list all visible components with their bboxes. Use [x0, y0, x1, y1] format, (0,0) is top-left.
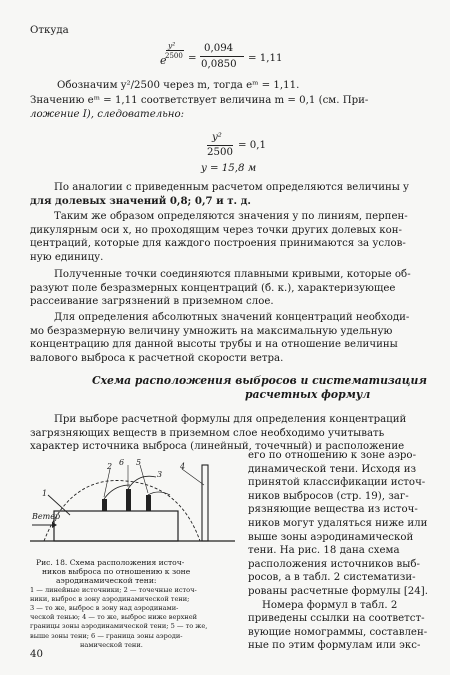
leader-4 [182, 469, 204, 485]
para-absolute [30, 311, 410, 365]
eq1-eq-sign: = [188, 53, 197, 64]
para-line: Таким же образом определяются значения y по линиям, перпен- [54, 211, 408, 222]
para-line: Полученные точки соединяются плавными кривыми, которые об- [54, 269, 411, 280]
para-line: Для определения абсолютных значений концентраций необходи- [54, 312, 410, 323]
caption-line: намической тени. [80, 640, 143, 649]
caption-line: ников выброса по отношению к зоне [42, 567, 191, 577]
para-line: загрязняющих веществ в приземном слое необходимо учитывать [30, 427, 385, 439]
para-formula-choice [30, 413, 407, 454]
para-line: характер источника выброса (линейный, точечный) и расположение [30, 441, 405, 453]
leader-5 [140, 465, 148, 493]
column-line: ников могут удаляться ниже или [248, 517, 428, 529]
caption-line: границы зоны аэродинамической тени; 5 — то же, [30, 622, 208, 631]
column-line: ников выбросов (стр. 19), заг- [248, 490, 409, 502]
para-line: По аналогии с приведенным расчетом определяются величины y [54, 182, 409, 193]
column-line: тени. На рис. 18 дана схема [248, 545, 400, 557]
column-line: вующие номограммы, составлен- [248, 626, 428, 638]
eq1-frac-bar [200, 56, 244, 57]
column-line: выше зоны аэродинамической [248, 531, 414, 543]
column-line: росов, а в табл. 2 систематизи- [248, 572, 416, 584]
word-otkuda: Откуда [30, 25, 69, 36]
figure-18-diagram [30, 455, 240, 555]
caption-line: ческой тенью; 4 — то же, выброс ниже верхней [30, 613, 197, 622]
eq2-rhs: = 0,1 [238, 140, 266, 151]
wind-label: Ветер [32, 512, 61, 521]
caption-line: ники, выброс в зону аэродинамической тени; [30, 594, 190, 603]
para-line: разуют поле безразмерных концентраций (б. к.), характеризующее [30, 282, 396, 294]
para-points [30, 268, 411, 309]
figure-label-3: 3 [157, 470, 163, 479]
caption-line: 1 — линейные источники; 2 — точечные источ- [30, 585, 197, 594]
column-line: приведены ссылки на соответст- [248, 613, 425, 625]
page-number: 40 [30, 649, 43, 660]
para-line: валового выброса к расчетной скорости ветра. [30, 352, 284, 364]
para-notation: Обозначим y²/2500 через m, тогда eᵐ = 1,11. [57, 80, 300, 91]
column-line: ные по этим формулам или экс- [248, 640, 421, 652]
para-line: ложение I), следовательно: [30, 108, 185, 120]
para-line: дикулярным оси x, но проходящим через точки других долевых кон- [30, 224, 402, 236]
figure-label-2: 2 [107, 462, 113, 471]
stack-2 [102, 499, 107, 511]
para-line: рассеивание загрязнений в приземном слое. [30, 296, 274, 308]
eq1-exp-num: y² [168, 41, 176, 50]
eq1-base: e [160, 54, 167, 67]
plume-4 [148, 492, 170, 495]
para-analogy [30, 181, 409, 208]
para-line: для долевых значений 0,8; 0,7 и т. д. [30, 194, 251, 207]
para-line: мо безразмерную величину умножить на максимальную удельную [30, 325, 393, 337]
column-line: Номера формул в табл. 2 [262, 599, 398, 611]
eq2-num: y² [212, 132, 222, 143]
building [54, 511, 178, 541]
eq1-frac-den: 0,0850 [201, 59, 237, 70]
stack-3 [126, 489, 131, 511]
caption-line: Рис. 18. Схема расположения источ- [36, 558, 185, 567]
column-line: рованы расчетные формулы [24]. [248, 585, 428, 597]
figure-caption [30, 558, 235, 650]
caption-line: аэродинамической тени: [56, 576, 157, 586]
para-line: концентрацию для данной высоты трубы и на отношение величины [30, 339, 398, 351]
eq1-frac-num: 0,094 [204, 43, 234, 54]
figure-label-1: 1 [42, 489, 48, 498]
figure-label-6: 6 [119, 458, 125, 467]
section-heading-line-2: расчетных формул [245, 388, 371, 401]
caption-line: выше зоны тени; 6 — граница зоны аэроди- [30, 631, 183, 640]
para-line: При выборе расчетной формулы для определения концентраций [54, 414, 407, 425]
figure-label-5: 5 [136, 458, 142, 467]
figure-label-4: 4 [180, 462, 186, 471]
stack-4 [146, 495, 151, 511]
section-heading-line-1: Схема расположения выбросов и систематизация [92, 374, 427, 387]
eq2-den: 2500 [207, 147, 233, 158]
para-similarly [30, 210, 408, 264]
para-line: Значению eᵐ = 1,11 соответствует величина m = 0,1 (см. При- [30, 95, 369, 106]
right-column-text [248, 449, 428, 653]
eq1-exp-den: 2500 [165, 52, 183, 60]
caption-line: 3 — то же, выброс в зону над аэродинами- [30, 604, 179, 613]
column-line: динамической тени. Исходя из [248, 463, 417, 475]
column-line: принятой классификации источ- [248, 477, 426, 489]
column-line: его по отношению к зоне аэро- [248, 450, 417, 461]
eq1-result: = 1,11 [248, 53, 283, 64]
column-line: расположения источников выб- [248, 558, 420, 570]
stack-5 [202, 465, 208, 541]
eq2-y-result: y = 15,8 м [201, 163, 257, 174]
para-line: ную единицу. [30, 251, 104, 263]
para-value [30, 94, 402, 121]
column-line: рязняющие вещества из источ- [248, 504, 418, 516]
para-line: центраций, которые для каждого построения принимаются за услов- [30, 238, 406, 250]
